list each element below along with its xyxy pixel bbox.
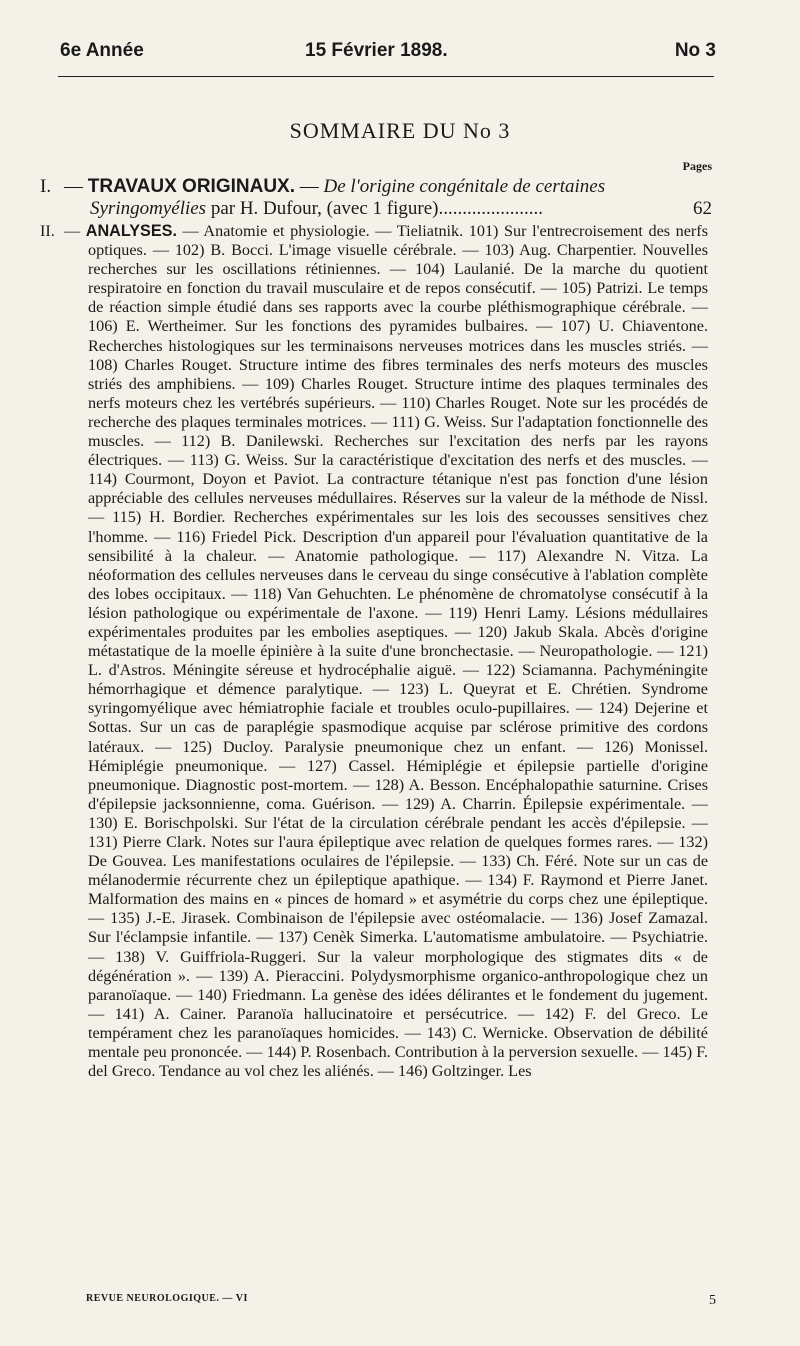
page-footer	[86, 1293, 716, 1311]
article-page: 62	[693, 198, 712, 219]
dash: —	[64, 222, 86, 240]
dash: —	[295, 176, 324, 197]
section-number: I.	[40, 176, 52, 197]
header-year: 6e Année	[60, 40, 144, 61]
analyses-body: — Anatomie et physiologie. — Tieliatnik. 101) Sur l'entrecroisement des nerfs optiques. — 102) B. Bocci. L'image visuelle cérébrale. — 103) Aug. Charpentier. Nouvelles recherches sur les oscillations rétiniennes. — 104) Laulanié. De la marche du quotient respiratoire en fonction du travail musculaire et de repos consécutif. — 105) Patrizi. Le temps de réaction simple étudié dans ses rapports avec la courbe pléthismographique cérébrale. — 106) E. Wertheimer. Sur les fonctions des pyramides bulbaires. — 107) U. Chiaventone. Recherches histologiques sur les terminaisons nerveuses motrices dans les muscles striés. — 108) Charles Rouget. Structure intime des fibres terminales des nerfs moteurs des muscles striés des amphibiens. — 109) Charles Rouget. Structure intime des plaques terminales des nerfs moteurs chez les vertébrés supérieurs. — 110) Charles Rouget. Note sur les procédés de recherche des plaques terminales motrices. — 111) G. Weiss. Sur l'adaptation fonctionnelle des muscles. — 112) B. Danilewski. Recherches sur l'excitation des nerfs par les rayons électriques. — 113) G. Weiss. Sur la caractéristique d'excitation des nerfs et des muscles. — 114) Courmont, Doyon et Paviot. La contracture tétanique n'est pas fonction d'une lésion appréciable des cellules nerveuses médullaires. Réserves sur la valeur de la méthode de Nissl. — 115) H. Bordier. Recherches expérimentales sur les lois des secousses sensitives chez l'homme. — 116) Friedel Pick. Description d'un appareil pour l'évaluation quantitative de la sensibilité à la chaleur. — Anatomie pathologique. — 117) Alexandre N. Vitza. La néoformation des cellules nerveuses dans le cerveau du singe consécutive à l'ablation complète des lobes occipitaux. — 118) Van Gehuchten. Le phénomène de chromatolyse consécutif à la lésion pathologique ou expérimentale de l'axone. — 119) Henri Lamy. Lésions médullaires expérimentales produites par les embolies aseptiques. — 120) Jakub Skala. Abcès d'origine métastatique de la moelle épinière à la suite d'une bronchectasie. — Neuropathologie. — 121) L. d'Astros. Méningite séreuse et hydrocéphalie aiguë. — 122) Sciamanna. Pachyméningite hémorrhagique et démence paralytique. — 123) L. Queyrat et E. Chrétien. Syndrome syringomyélique avec hémiatrophie faciale et troubles oculo-pupillaires. — 124) Dejerine et Sottas. Sur un cas de paraplégie spasmodique acquise par sclérose primitive des cordons latéraux. — 125) Ducloy. Paralysie pneumonique chez un enfant. — 126) Monissel. Hémiplégie pneumonique. — 127) Cassel. Hémiplégie et épilepsie partielle d'origine pneumonique. Diagnostic post-mortem. — 128) A. Besson. Encéphalopathie saturnine. Crises d'épilepsie jacksonnienne, coma. Guérison. — 129) A. Charrin. Épilepsie expérimentale. — 130) E. Borischpolski. Sur l'état de la circulation cérébrale pendant les accès d'épilepsie. — 131) Pierre Clark. Notes sur l'aura épileptique avec relation de quelques formes rares. — 132) De Gouvea. Les manifestations oculaires de l'épilepsie. — 133) Ch. Féré. Note sur un cas de mélanodermie récurrente chez un épileptique apathique. — 134) F. Raymond et Pierre Janet. Malformation des mains en « pinces de homard » et asymétrie du corps chez une épileptique. — 135) J.-E. Jirasek. Combinaison de l'épilepsie avec ostéomalacie. — 136) Josef Zamazal. Sur l'éclampsie infantile. — 137) Cenèk Simerka. L'automatisme ambulatoire. — Psychiatrie. — 138) V. Guiffriola-Ruggeri. Sur la valeur morphologique des stigmates dits « de dégénération ». — 139) A. Pieraccini. Polydysmorphisme organico-anthropologique chez un paranoïaque. — 140) Friedmann. La genèse des idées délirantes et le fondement du jugement. — 141) A. Cainer. Paranoïa hallucinatoire et persécutrice. — 142) F. del Greco. Le tempérament chez les paranoïaques homicides. — 143) C. Wernicke. Observation de débilité mentale peu prononcée. — 144) P. Rosenbach. Contribution à la perversion sexuelle. — 145) F. del Greco. Tendance au vol chez les aliénés. — 146) Goltzinger. Les	[88, 222, 708, 1081]
article-title: De l'origine congénitale de certaines	[323, 176, 606, 197]
section-heading: ANALYSES.	[85, 222, 177, 240]
section-heading-line	[64, 176, 605, 198]
article-title-cont: Syringomyélies	[90, 198, 207, 219]
page-title: SOMMAIRE DU No 3	[289, 118, 511, 143]
footer-journal: REVUE NEUROLOGIQUE. — VI	[86, 1293, 248, 1304]
header-date: 15 Février 1898.	[305, 40, 448, 61]
footer-page-number: 5	[709, 1293, 716, 1308]
analyses-text	[64, 222, 708, 1081]
header-issue: No 3	[674, 40, 716, 61]
dash: —	[64, 176, 88, 197]
header-rule	[58, 76, 714, 77]
pages-label: Pages	[682, 159, 712, 173]
section-number: II.	[40, 222, 55, 240]
running-header	[60, 40, 716, 66]
section-heading: TRAVAUX ORIGINAUX.	[87, 176, 295, 197]
article-author: par H. Dufour, (avec 1 figure)......................	[206, 198, 543, 219]
article-title-line2	[90, 198, 543, 220]
